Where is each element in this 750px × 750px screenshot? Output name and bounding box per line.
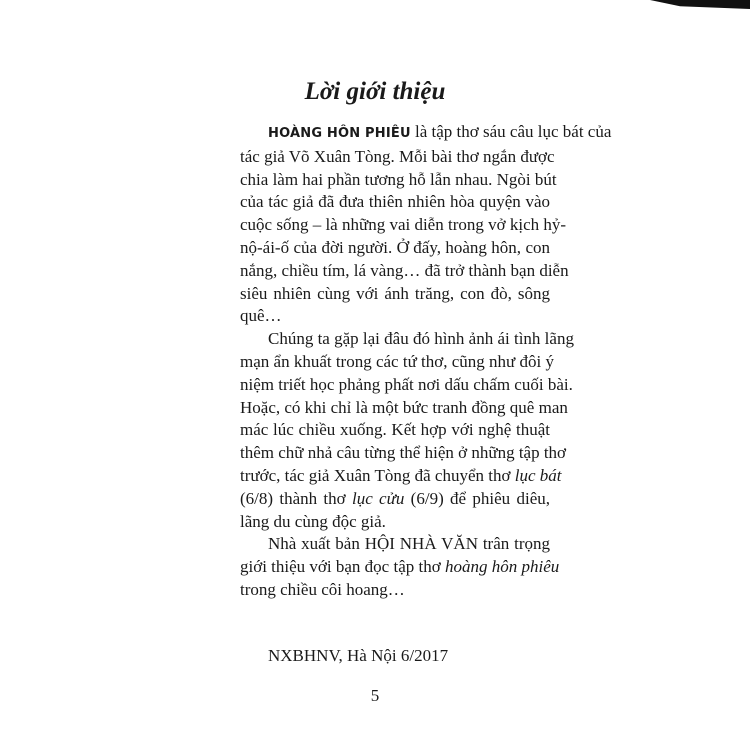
- text-fragment: giới thiệu với bạn đọc tập thơ: [240, 557, 445, 577]
- text-line: [240, 488, 550, 511]
- text-line: trong chiều côi hoang…: [240, 579, 405, 599]
- text-line: lãng du cùng độc giả.: [240, 511, 386, 531]
- text-line: quê…: [240, 306, 282, 326]
- italic-term: hoàng hôn phiêu: [444, 557, 560, 577]
- signature: NXBHNV, Hà Nội 6/2017: [268, 646, 449, 665]
- italic-term: lục cửu: [351, 488, 405, 508]
- text-line: nộ-ái-ố của đời người. Ở đấy, hoàng hôn, con: [240, 237, 550, 257]
- text-line: nắng, chiều tím, lá vàng… đã trở thành bạn diễn: [240, 260, 569, 280]
- text-line: mác lúc chiều xuống. Kết hợp với nghệ thuật: [240, 420, 550, 440]
- page-number: 5: [370, 686, 380, 705]
- text-line: [240, 121, 612, 146]
- text-fragment: (6/8) thành thơ: [240, 488, 352, 508]
- text-fragment: (6/9) để phiêu diêu,: [404, 488, 550, 508]
- text-line: thêm chữ nhả câu từng thể hiện ở những tập thơ: [240, 443, 567, 463]
- text-line: Hoặc, có khi chỉ là một bức tranh đồng quê man: [240, 397, 568, 417]
- text-line: cuộc sống – là những vai diễn trong vở kịch hỷ-: [240, 215, 567, 235]
- intro-text: [240, 121, 612, 602]
- text-line: niệm triết học phảng phất nơi dấu chấm cuối bài.: [240, 374, 573, 394]
- text-line: [240, 465, 562, 488]
- italic-term: lục bát: [514, 465, 562, 485]
- book-name: HOÀNG HÔN PHIÊU: [268, 126, 411, 141]
- text-line: mạn ẩn khuất trong các tứ thơ, cũng như đôi ý: [240, 351, 554, 371]
- text-line: siêu nhiên cùng với ánh trăng, con đò, sông: [240, 283, 550, 303]
- text-line: tác giả Võ Xuân Tòng. Mỗi bài thơ ngắn được: [240, 146, 555, 166]
- text-line: Chúng ta gặp lại đâu đó hình ảnh ái tình lãng: [268, 329, 574, 349]
- page-title: Lời giới thiệu: [304, 78, 446, 105]
- text-line: của tác giả đã đưa thiên nhiên hòa quyện vào: [240, 192, 550, 212]
- text-fragment: là tập thơ sáu câu lục bát của: [410, 122, 612, 141]
- scan-edge-shadow: [650, 0, 750, 9]
- text-line: [240, 556, 560, 579]
- text-line: chia làm hai phần tương hỗ lẫn nhau. Ngòi bút: [240, 169, 557, 189]
- text-fragment: trước, tác giả Xuân Tòng đã chuyển thơ: [240, 465, 515, 485]
- text-line: Nhà xuất bản HỘI NHÀ VĂN trân trọng: [268, 534, 550, 554]
